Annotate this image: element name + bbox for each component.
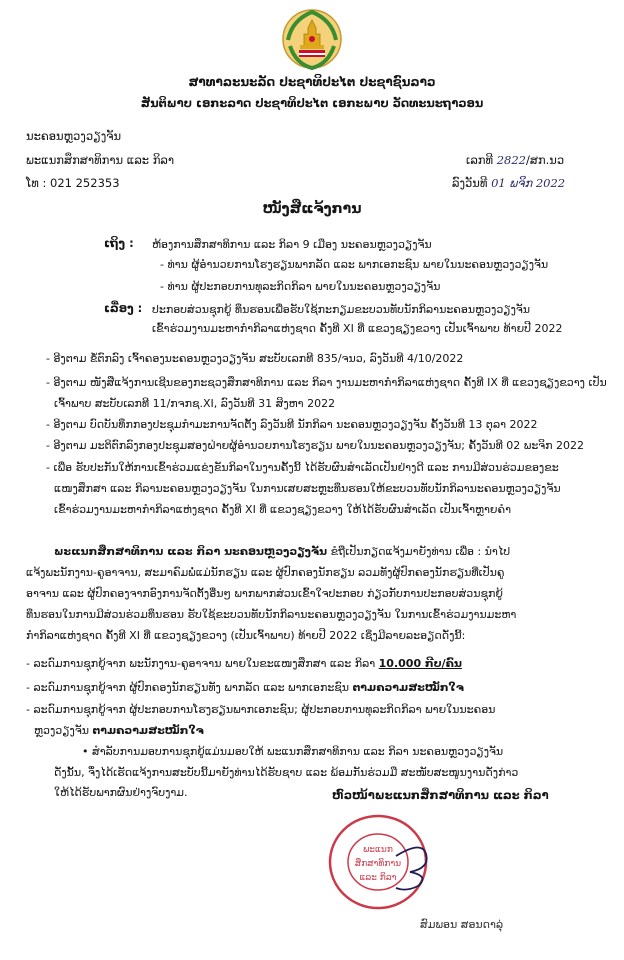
country-heading: ສາທາລະນະລັດ ປະຊາທິປະໄຕ ປະຊາຊົນລາວ [188,75,436,89]
closing-line: ໃຫ້ໄດ້ຮັບພາກຜົນຢ່າງຈົບງາມ. [54,786,188,799]
contribution-item [26,681,464,694]
contribution-text: ຫຼວງວຽງຈັນ [34,724,93,737]
reference-number-value: 2822 [496,153,526,167]
stamp-text: ພະແນກ [363,845,393,855]
contribution-text: - ລະດົມການຊຸກຍູ້ຈາກ ພະນັກງານ-ຄູອາຈານ ພາຍໃນຂະແໜງສຶກສາ ແລະ ກິລາ [26,657,379,670]
contribution-text: - ລະດົມການຊຸກຍູ້ຈາກ ຜູ້ປະກອບການໂຮງຮຽນພາກເອກະຊົນ; ຜູ້ປະກອບການທຸລະກິດກິລາ ພາຍໃນນະຄອນ [26,703,496,716]
signatory-name: ສົມພອນ ສອນດາລຸ່ [420,918,504,931]
body-line: ທຶນຮອນໃນການມີສ່ວນຮ່ວມທຶນຮອນ ຮັບໃຊ້ຂະບວນທັບນັກກິລານະຄອນຫຼວງວຽງຈັນ ໃນການເຂົ້າຮ່ວມງານມະຫາ [26,608,517,621]
contribution-item [26,703,495,716]
subject-line: ເຂົ້າຮ່ວມງານມະຫາກຳກິລາແຫ່ງຊາດ ຄັ້ງທີ XI ທີ່ ແຂວງຊຽງຂວາງ ເປັນເຈົ້າພາບ ທ້າຍປີ 2022 [152,322,563,335]
closing-line: • ສຳລັບການມອບການຊຸກຍູ້ແມ່ນມອບໃຫ້ ພະແນກສຶກສາທິການ ແລະ ກິລາ ນະຄອນຫຼວງວຽງຈັນ [82,745,504,758]
closing-line: ດັ່ງນັ້ນ, ຈຶ່ງໄດ້ເຮັດແຈ້ງການສະບັບນີ້ມາຍັງທ່ານໄດ້ຮັບຊາບ ແລະ ພ້ອມກັນຮ່ວມມື ສະໜັບສະໜູນງານດັ່ງກ່າວ [54,766,519,779]
contribution-item [34,724,204,737]
body-lead [54,545,510,558]
reference-number-label: ເລກທີ [466,153,494,167]
signatory-role: ຫົວໜ້າພະແນກສຶກສາທິການ ແລະ ກິລາ [332,788,549,802]
basis-line: ເຂົ້າຮ່ວມງານມະຫາກຳກິລາແຫ່ງຊາດ ຄັ້ງທີ XI ທີ່ ແຂວງຊຽງຂວາງ ໃຫ້ໄດ້ຮັບຜົນສຳເລັດ ເປັນເຈົ້າຫຼາຍຄຳ [54,503,511,516]
body-line: ກຳກິລາແຫ່ງຊາດ ຄັ້ງທີ XI ທີ່ ແຂວງຊຽງຂວາງ (ເປັນເຈົ້າພາບ) ທ້າຍປີ 2022 ເຊິ່ງມີລາຍລະອຽດດັ່ງນີ້: [26,629,466,642]
to-line: - ທ່ານ ຜູ້ອຳນວຍການໂຮງຮຽນພາກລັດ ແລະ ພາກເອກະຊົນ ພາຍໃນນະຄອນຫຼວງວຽງຈັນ [160,258,549,271]
official-stamp-icon [326,810,438,914]
to-line: ຫ້ອງການສຶກສາທິການ ແລະ ກິລາ 9 ເມືອງ ນະຄອນຫຼວງວຽງຈັນ [152,238,432,251]
to-line: - ທ່ານ ຜູ້ປະກອບການທຸລະກິດກິລາ ພາຍໃນນະຄອນຫຼວງວຽງຈັນ [160,280,441,293]
contribution-amount: ຕາມຄວາມສະໝັກໃຈ [92,724,204,737]
national-emblem-icon [282,6,342,72]
body-line: ອາຈານ ແລະ ຜູ້ປົກຄອງຈາກອົງການຈັດຕັ້ງອື່ນໆ ພາກພາກສ່ວນເຂົ້າໃຈປະກອບ ກ່ຽວກັບການປະກອບສ່ວນຊຸກຍູ້ [26,587,503,600]
basis-line: ແໜງສຶກສາ ແລະ ກິລານະຄອນຫຼວງວຽງຈັນ ໃນການເສຍສະຫຼະທຶນຮອນໃຫ້ຂະບວນທັບນັກກິລານະຄອນຫຼວງວຽງຈັນ [54,482,561,495]
basis-line: - ອີງຕາມ ຂໍ້ຕົກລົງ ເຈົ້າຄອງນະຄອນຫຼວງວຽງຈັນ ສະບັບເລກທີ 835/ຈນວ, ລົງວັນທີ 4/10/2022 [46,352,464,365]
contribution-amount: 10.000 ກີບ/ຄົນ [378,657,462,670]
to-label: ເຖິງ : [104,236,134,250]
stamp-text: ສຶກສາທິການ [354,859,402,869]
sender-phone: ໂທ : 021 252353 [26,176,120,190]
reference-number [466,153,564,167]
basis-line: ເຈົ້າພາບ ສະບັບເລກທີ 11/ກຈກຊ.XI, ລົງວັນທີ 31 ສິງຫາ 2022 [54,397,336,410]
reference-number-suffix: /ສກ.ນວ [525,153,565,167]
country-motto: ສັນຕິພາບ ເອກະລາດ ປະຊາທິປະໄຕ ເອກະພາບ ວັດທະນະຖາວອນ [140,96,484,110]
sender-department: ພະແນກສຶກສາທິການ ແລະ ກິລາ [26,153,175,167]
body-lead-rest: ຂໍຖືເປັນກຽດແຈ້ງມາຍັງທ່ານ ເພື່ອ : ນຳໄປ [327,545,511,558]
reference-date-label: ລົງວັນທີ [452,176,488,190]
subject-line: ປະກອບສ່ວນຊຸກຍູ້ ທຶນຮອນເພື່ອຮັບໃຊ້ກະກຽມຂະບວນທັບນັກກິລານະຄອນຫຼວງວຽງຈັນ [152,303,531,316]
reference-date [452,176,565,190]
stamp-text: ແລະ ກິລາ [359,873,397,883]
document-title: ໜັງສືແຈ້ງການ [262,201,362,217]
basis-line: - ອີງຕາມ ມະຕິຕົກລົງກອງປະຊຸມສອງຝ່າຍຜູ້ອຳນວຍການໂຮງຮຽນ ພາຍໃນນະຄອນຫຼວງວຽງຈັນ; ຄັ້ງວັນທີ 02 ພະຈິກ 2022 [46,439,585,452]
subject-label: ເລື່ອງ : [104,301,143,315]
basis-line: - ເພື່ອ ຮັບປະກັນໃຫ້ການເຂົ້າຮ່ວມແຂ່ງຂັນກິລາໃນງານຄັ້ງນີ້ ໄດ້ຮັບຜົນສຳເລັດເປັນຢ່າງດີ ແລະ ການມີສ່ວນຮ່ວມຂອງຂະ [46,461,559,474]
contribution-item [26,657,462,670]
body-line: ແຈ້ງພະນັກງານ-ຄູອາຈານ, ສະມາຄົມພໍ່ແມ່ນັກຮຽນ ແລະ ຜູ້ປົກຄອງນັກຮຽນ ລວມທັງຜູ້ປົກຄອງນັກຮຽນທີ່ເປັນຄູ [26,566,505,579]
reference-date-value: 01 ພຈິກ 2022 [491,176,566,190]
basis-line: - ອີງຕາມ ໜັງສືແຈ້ງການເຊີນຂອງກະຊວງສຶກສາທິການ ແລະ ກິລາ ງານມະຫາກຳກິລາແຫ່ງຊາດ ຄັ້ງທີ IX ທີ່ ແຂວງຊຽງຂວາງ ເປັນ [46,376,607,389]
contribution-text: - ລະດົມການຊຸກຍູ້ຈາກ ຜູ້ປົກຄອງນັກຮຽນທັງ ພາກລັດ ແລະ ພາກເອກະຊົນ [26,681,353,694]
body-lead-bold: ພະແນກສຶກສາທິການ ແລະ ກິລາ ນະຄອນຫຼວງວຽງຈັນ [54,545,328,558]
sender-city: ນະຄອນຫຼວງວຽງຈັນ [26,129,122,143]
contribution-amount: ຕາມຄວາມສະໝັກໃຈ [352,681,464,694]
basis-line: - ອີງຕາມ ບົດບັນທຶກກອງປະຊຸມກຳມະການຈັດຕັ້ງ ລົງວັນທີ ນັກກິລາ ນະຄອນຫຼວງວຽງຈັນ ຄັ້ງວັນທີ 13 ຕຸລາ 2022 [46,418,538,431]
